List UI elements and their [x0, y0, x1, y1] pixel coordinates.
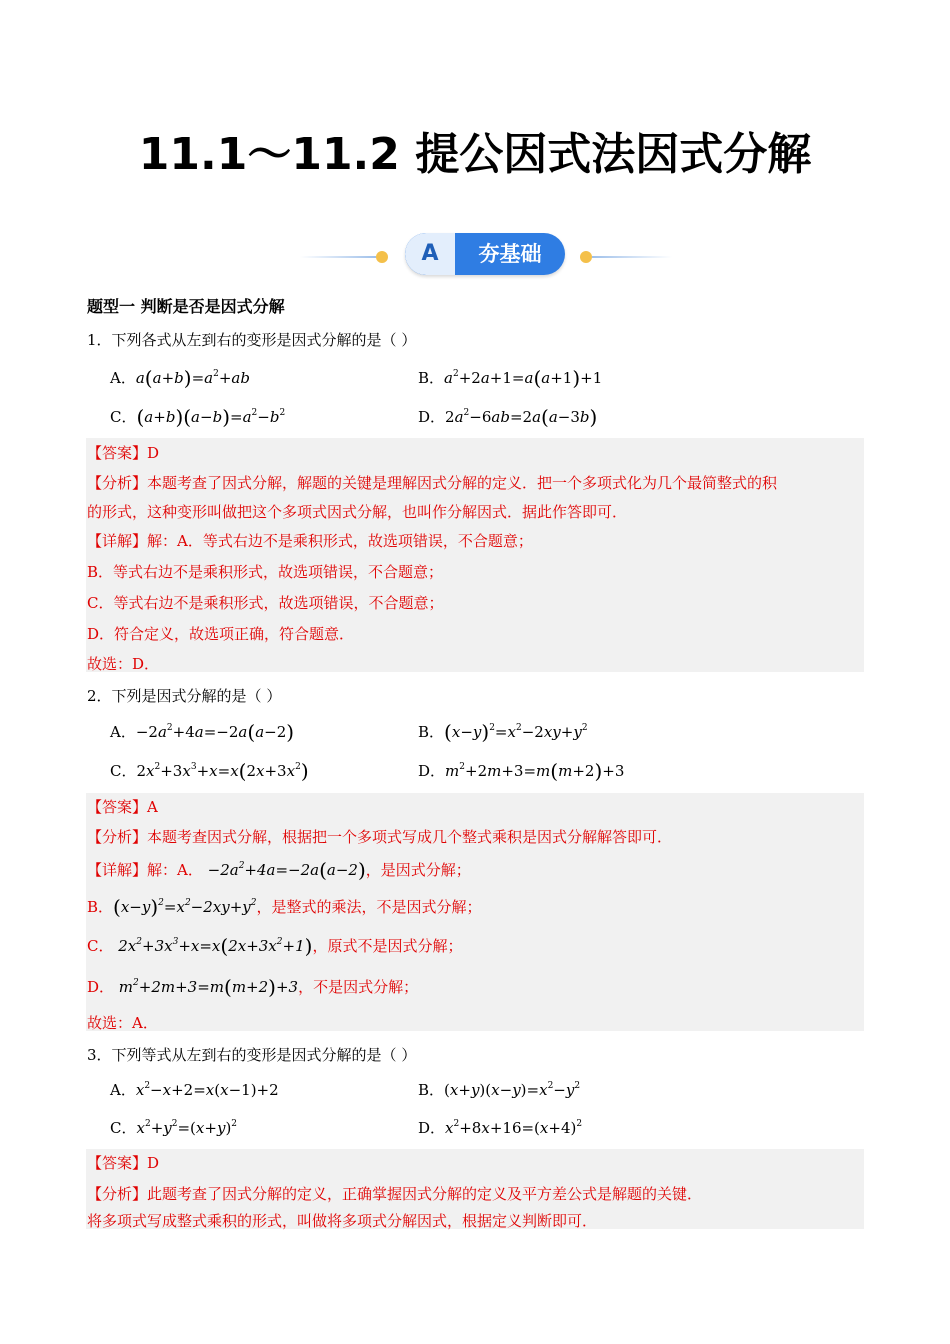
question-2-stem: 2．下列是因式分解的是（ ）: [87, 687, 282, 705]
detail-suffix: ，是整式的乘法，不是因式分解；: [256, 898, 482, 916]
analysis-tag: 【分析】: [87, 828, 148, 846]
detail-suffix: ，是因式分解；: [365, 861, 471, 879]
q3-option-a: A．$x^2-x+2=x(x-1)+2$: [110, 1081, 279, 1099]
option-label: D．: [418, 1119, 446, 1137]
question-1-stem: 1．下列各式从左到右的变形是因式分解的是（ ）: [87, 331, 417, 349]
detail-prefix: C．: [87, 937, 114, 955]
badge-pill: [405, 233, 565, 275]
section-title: 题型一 判断是否是因式分解: [87, 297, 285, 316]
option-label: B．: [418, 1081, 445, 1099]
analysis-text: 本题考查因式分解，根据把一个多项式写成几个整式乘积是因式分解解答即可．: [147, 828, 673, 846]
analysis-tag: 【分析】: [87, 1185, 148, 1203]
detail-tag: 【详解】: [87, 532, 148, 550]
option-label: A．: [110, 369, 136, 387]
q2-option-b: B．$(x-y)^2=x^2-2xy+y^2$: [418, 720, 588, 744]
analysis-text: 此题考查了因式分解的定义，正确掌握因式分解的定义及平方差公式是解题的关键．: [147, 1185, 703, 1203]
q2-answer: [87, 796, 158, 817]
detail-tag: 【详解】: [87, 861, 148, 879]
decorative-line: [592, 256, 672, 258]
option-label: B．: [418, 723, 445, 741]
answer-tag: 【答案】: [87, 444, 148, 462]
q1-conclusion: 故选：D．: [87, 655, 160, 673]
q1-option-c: C．$(a+b)(a-b)=a^2-b^2$: [110, 405, 286, 429]
q3-option-c: C．$x^2+y^2=(x+y)^2$: [110, 1119, 238, 1137]
analysis-text: 本题考查了因式分解，解题的关键是理解因式分解的定义．把一个多项式化为几个最简整式的积: [147, 474, 778, 492]
q2-option-a: A．$-2a^2+4a=-2a(a-2)$: [110, 720, 295, 744]
detail-text: 解：A．等式右边不是乘积形式，故选项错误，不合题意；: [147, 532, 533, 550]
answer-value: D: [147, 444, 160, 462]
detail-prefix: 解：A．: [147, 861, 203, 879]
option-label: A．: [110, 1081, 136, 1099]
q2-detail-a: 【详解】解：A． $-2a^2+4a=-2a(a-2)$，是因式分解；: [87, 858, 471, 882]
q1-detail-d: D．符合定义，故选项正确，符合题意．: [87, 625, 355, 643]
analysis-tag: 【分析】: [87, 474, 148, 492]
decorative-dot: [580, 251, 592, 263]
q3-answer: [87, 1152, 159, 1173]
option-label: D．: [418, 408, 446, 426]
answer-value: D: [147, 1154, 160, 1172]
answer-value: A: [147, 798, 158, 816]
q1-detail-a: [87, 530, 533, 551]
q1-option-a: A．$a(a+b)=a^2+ab$: [110, 366, 250, 390]
q1-detail-b: B．等式右边不是乘积形式，故选项错误，不合题意；: [87, 563, 444, 581]
q1-option-d: D．$2a^2-6ab=2a(a-3b)$: [418, 405, 598, 429]
answer-tag: 【答案】: [87, 1154, 148, 1172]
option-label: C．: [110, 762, 137, 780]
detail-suffix: ，原式不是因式分解；: [312, 937, 463, 955]
detail-prefix: D．: [87, 978, 115, 996]
option-label: B．: [418, 369, 445, 387]
section-badge: [0, 232, 950, 278]
detail-prefix: B．: [87, 898, 114, 916]
page-title: 11.1～11.2 提公因式法因式分解: [138, 129, 812, 180]
q2-analysis-line-1: [87, 826, 672, 847]
decorative-dot: [376, 251, 388, 263]
q3-analysis-line-2: 将多项式写成整式乘积的形式，叫做将多项式分解因式，根据定义判断即可．: [87, 1212, 598, 1230]
q2-option-d: D．$m^2+2m+3=m(m+2)+3$: [418, 759, 625, 783]
option-label: D．: [418, 762, 446, 780]
q1-option-b: B．$a^2+2a+1=a(a+1)+1$: [418, 366, 603, 390]
q1-analysis-line-2: 的形式，这种变形叫做把这个多项式因式分解，也叫作分解因式．据此作答即可．: [87, 503, 628, 521]
q2-detail-d: D． $m^2+2m+3=m(m+2)+3$，不是因式分解；: [87, 975, 419, 999]
decorative-line: [300, 256, 376, 258]
q2-detail-b: B．$(x-y)^2=x^2-2xy+y^2$，是整式的乘法，不是因式分解；: [87, 895, 482, 919]
q1-answer: [87, 442, 159, 463]
detail-suffix: ，不是因式分解；: [298, 978, 419, 996]
q3-option-b: B．$(x+y)(x-y)=x^2-y^2$: [418, 1081, 581, 1099]
option-label: A．: [110, 723, 136, 741]
q2-option-c: C．$2x^2+3x^3+x=x(2x+3x^2)$: [110, 759, 309, 783]
q1-detail-c: C．等式右边不是乘积形式，故选项错误，不合题意；: [87, 594, 444, 612]
option-label: C．: [110, 1119, 137, 1137]
answer-tag: 【答案】: [87, 798, 148, 816]
q3-analysis-line-1: [87, 1183, 702, 1204]
badge-text: 夯基础: [478, 242, 542, 266]
q2-detail-c: C． $2x^2+3x^3+x=x(2x+3x^2+1)$，原式不是因式分解；: [87, 934, 463, 958]
badge-letter: A: [405, 233, 455, 275]
q3-option-d: D．$x^2+8x+16=(x+4)^2$: [418, 1119, 583, 1137]
q1-analysis-line-1: [87, 472, 777, 493]
q2-conclusion: 故选：A．: [87, 1014, 158, 1032]
option-label: C．: [110, 408, 137, 426]
question-3-stem: 3．下列等式从左到右的变形是因式分解的是（ ）: [87, 1046, 417, 1064]
